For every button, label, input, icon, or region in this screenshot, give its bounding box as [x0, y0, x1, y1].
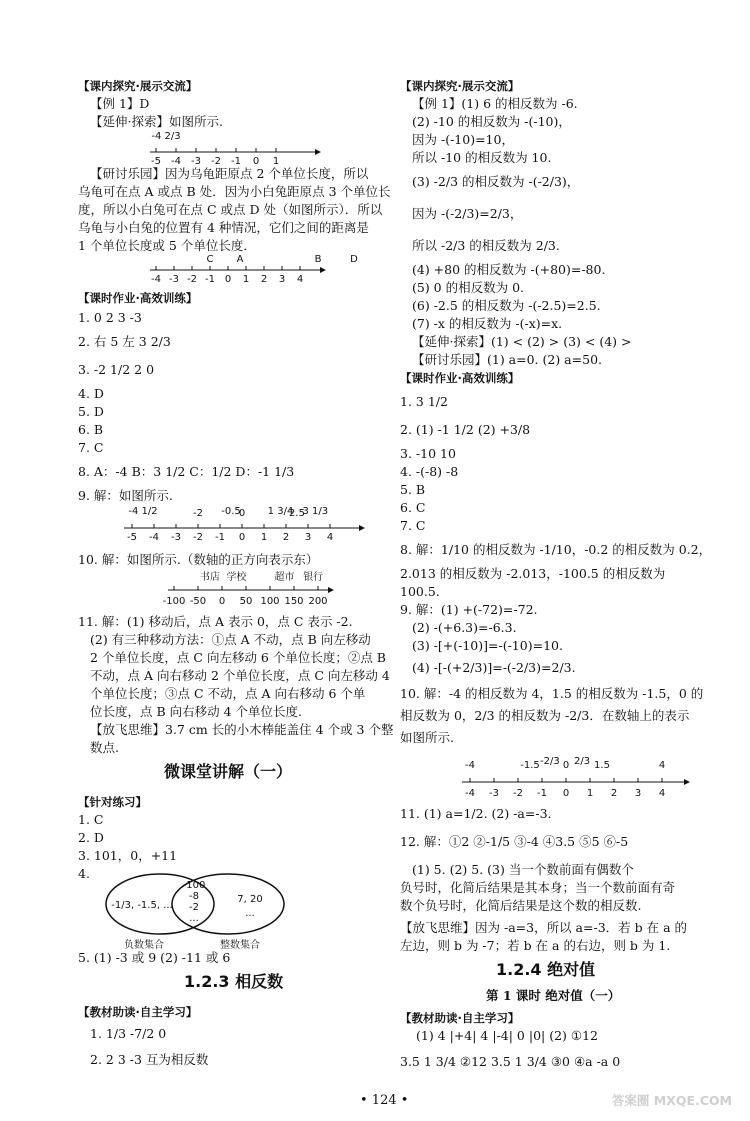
answer-line: 所以 -10 的相反数为 10.	[412, 150, 552, 165]
answer-line: 4.	[78, 866, 90, 881]
venn-right-item: 7, 20	[237, 894, 263, 905]
answer-line: 左边，则 b 为 -7；若 b 在 a 的右边，则 b 为 1.	[400, 938, 671, 953]
tick-label: 2	[282, 532, 290, 543]
answer-line: (3) -2/3 的相反数为 -(-2/3)，	[412, 174, 580, 189]
point-label: -4	[465, 760, 475, 771]
section-heading: 【课时作业·高效训练】	[78, 291, 198, 305]
venn-middle-item: ...	[189, 913, 199, 924]
answer-line: 【例 1】(1) 6 的相反数为 -6.	[412, 96, 578, 111]
answer-line: (6) -2.5 的相反数为 -(-2.5)=2.5.	[412, 298, 601, 313]
answer-line: 负号时，化简后结果是其本身；当一个数前面有奇	[400, 880, 676, 895]
section-heading: 【课内探究·展示交流】	[400, 79, 520, 93]
page-number: • 124 •	[360, 1093, 409, 1108]
answer-line: (2) 有三种移动方法：①点 A 不动，点 B 向左移动	[90, 632, 371, 647]
answer-line: (2) -(+6.3)=-6.3.	[412, 620, 517, 635]
tick-label: -3	[191, 156, 201, 167]
point-label: 0	[238, 508, 246, 519]
point-label: 0	[562, 760, 570, 771]
answer-line: 3.5 1 3/4 ②12 3.5 1 3/4 ③0 ④a -a 0	[400, 1054, 621, 1069]
answer-line: 2. D	[78, 830, 104, 845]
place-label: 银行	[303, 572, 324, 583]
answer-line: (1) 5. (2) 5. (3) 当一个数前面有偶数个	[412, 862, 634, 877]
section-heading: 【教材助读·自主学习】	[78, 1005, 198, 1019]
tick-label: 200	[308, 596, 328, 607]
answer-line: 7. C	[400, 518, 426, 533]
answer-line: (5) 0 的相反数为 0.	[412, 280, 525, 295]
answer-line: 100.5.	[400, 584, 440, 599]
section-title: 1.2.3 相反数	[184, 972, 284, 991]
tick-label: 0	[252, 156, 260, 167]
tick-label: 2	[260, 274, 268, 285]
answer-line: 11. (1) a=1/2. (2) -a=-3.	[400, 806, 552, 821]
answer-line: (1) 4 |+4| 4 |-4| 0 |0| (2) ①12	[416, 1028, 598, 1043]
tick-label: -5	[151, 156, 161, 167]
point-label: 4	[658, 760, 666, 771]
answer-line: 8. A：-4 B：3 1/2 C：1/2 D：-1 1/3	[78, 464, 295, 479]
section-heading: 【教材助读·自主学习】	[400, 1011, 520, 1025]
lesson-title: 第 1 课时 绝对值（一）	[486, 988, 621, 1003]
answer-line: (2) -10 的相反数为 -(-10)，	[412, 114, 571, 129]
answer-line: 位长度，点 B 向右移动 4 个单位长度.	[90, 704, 303, 719]
answer-line: 相反数为 0，2/3 的相反数为 -2/3．在数轴上的表示	[400, 708, 690, 723]
answer-line: 个单位长度；③点 C 不动，点 A 向右移动 6 个单	[90, 686, 366, 701]
point-label: 3 1/3	[302, 506, 329, 517]
answer-line: 【放飞思维】3.7 cm 长的小木棒能盖住 4 个或 3 个整	[90, 722, 394, 737]
number-line-3	[124, 504, 369, 544]
tick-label: 0	[238, 532, 246, 543]
answer-line: 因为 -(-2/3)=2/3，	[412, 206, 523, 221]
tick-label: 4	[658, 788, 666, 799]
venn-right-item: ...	[245, 908, 255, 919]
tick-label: -2	[513, 788, 523, 799]
section-title: 1.2.4 绝对值	[496, 960, 596, 979]
section-heading: 【课时作业·高效训练】	[400, 371, 520, 385]
number-line-4	[162, 568, 338, 610]
tick-label: 0	[218, 596, 226, 607]
number-line-1	[150, 130, 320, 168]
point-label: 2.5	[289, 508, 305, 519]
answer-line: 因为 -(-10)=10，	[412, 132, 514, 147]
answer-line: 7. C	[78, 440, 104, 455]
tick-label: -2	[193, 532, 203, 543]
tick-label: 3	[278, 274, 286, 285]
place-label: 书店	[200, 572, 220, 583]
answer-line: 8. 解：1/10 的相反数为 -1/10，-0.2 的相反数为 0.2，	[400, 542, 712, 557]
answer-line: (4) +80 的相反数为 -(+80)=-80.	[412, 262, 606, 277]
tick-label: 4	[326, 532, 334, 543]
answer-line: 【研讨乐园】(1) a=0. (2) a=50.	[412, 352, 602, 367]
answer-line: 6. B	[78, 422, 104, 437]
point-label: -4 1/2	[128, 506, 158, 517]
tick-label: -1	[231, 156, 241, 167]
point-label: -1.5	[520, 760, 540, 771]
tick-label: 150	[284, 596, 304, 607]
tick-label: 1	[586, 788, 594, 799]
answer-line: 10. 解：如图所示.（数轴的正方向表示东）	[78, 552, 319, 567]
answer-line: 数个负号时，化简后结果是这个数的相反数.	[400, 898, 642, 913]
point-letter: B	[314, 254, 322, 265]
answer-line: 4. -(-8) -8	[400, 464, 459, 479]
point-label: 2/3	[574, 756, 591, 767]
answer-line: 1. 0 2 3 -3	[78, 310, 142, 325]
answer-line: 度，所以小白兔可在点 C 或点 D 处（如图所示）．所以	[78, 202, 383, 217]
answer-line: 【研讨乐园】因为乌龟距原点 2 个单位长度，所以	[90, 166, 369, 181]
answer-line: 如图所示.	[400, 730, 454, 745]
section-heading: 【课内探究·展示交流】	[78, 79, 198, 93]
tick-label: -100	[162, 596, 186, 607]
tick-label: -5	[127, 532, 137, 543]
tick-label: -1	[205, 274, 215, 285]
answer-line: 2. (1) -1 1/2 (2) +3/8	[400, 422, 531, 437]
answer-line: 5. B	[400, 482, 426, 497]
answer-line: 1. 1/3 -7/2 0	[90, 1026, 167, 1041]
answer-line: 2. 右 5 左 3 2/3	[78, 334, 171, 349]
answer-line: 1. 3 1/2	[400, 394, 448, 409]
answer-line: 6. C	[400, 500, 426, 515]
venn-right-label: 整数集合	[220, 940, 260, 951]
answer-line: 3. -10 10	[400, 446, 456, 461]
tick-label: 50	[239, 596, 253, 607]
point-label: -0.5	[221, 506, 241, 517]
tick-label: -2	[211, 156, 221, 167]
watermark: 答案圈 MXQE.COM	[611, 1093, 732, 1108]
tick-label: -50	[189, 596, 207, 607]
tick-label: 2	[610, 788, 618, 799]
venn-left-content: -1/3, -1.5, ...	[111, 900, 173, 911]
tick-label: 3	[304, 532, 312, 543]
answer-line: 3. -2 1/2 2 0	[78, 362, 155, 377]
tick-label: -3	[489, 788, 499, 799]
answer-line: 3. 101，0，+11	[78, 848, 178, 863]
answer-line: 【延伸·探索】(1) < (2) > (3) < (4) >	[412, 334, 632, 349]
venn-middle-item: -2	[189, 902, 199, 913]
answer-line: 不动，点 A 向右移动 2 个单位长度，点 C 向左移动 4	[90, 668, 390, 683]
answer-line: 【延伸·探索】如图所示.	[90, 114, 223, 129]
answer-line: (7) -x 的相反数为 -(-x)=x.	[412, 316, 563, 331]
tick-label: 0	[562, 788, 570, 799]
section-title: 微课堂讲解（一）	[164, 762, 293, 781]
tick-label: -4	[149, 532, 159, 543]
tick-label: -4	[171, 156, 181, 167]
point-label: -2/3	[540, 756, 560, 767]
answer-line: 2 个单位长度，点 C 向左移动 6 个单位长度；②点 B	[90, 650, 386, 665]
place-label: 超市	[274, 572, 295, 583]
number-line-5	[462, 754, 692, 800]
place-label: 学校	[226, 572, 247, 583]
answer-line: 1. C	[78, 812, 104, 827]
answer-line: (4) -[-(+2/3)]=-(-2/3)=2/3.	[412, 660, 576, 675]
answer-line: 5. (1) -3 或 9 (2) -11 或 6	[78, 950, 231, 965]
section-heading: 【针对练习】	[78, 795, 147, 809]
answer-line: 9. 解：(1) +(-72)=-72.	[400, 602, 538, 617]
answer-line: 4. D	[78, 386, 104, 401]
point-label: 1.5	[594, 760, 610, 771]
answer-line: 乌龟可在点 A 或点 B 处．因为小白兔距原点 3 个单位长	[78, 184, 391, 199]
tick-label: 100	[260, 596, 280, 607]
venn-left-label: 负数集合	[124, 940, 164, 951]
answer-line: 乌龟与小白兔的位置有 4 种情况，它们之间的距离是	[78, 220, 369, 235]
tick-label: -3	[169, 274, 179, 285]
answer-line: 【例 1】D	[90, 96, 150, 111]
tick-label: 0	[224, 274, 232, 285]
answer-line: 2.013 的相反数为 -2.013，-100.5 的相反数为	[400, 566, 666, 581]
tick-label: 4	[296, 274, 304, 285]
tick-label: -1	[537, 788, 547, 799]
point-letter: D	[350, 254, 358, 265]
tick-label: 1	[242, 274, 250, 285]
answer-line: 所以 -2/3 的相反数为 2/3.	[412, 238, 560, 253]
point-label: -4 2/3	[151, 131, 181, 142]
answer-line: (3) -[+(-10)]=-(-10)=10.	[412, 638, 563, 653]
tick-label: -4	[465, 788, 475, 799]
tick-label: 1	[260, 532, 268, 543]
point-label: 1 3/4	[267, 506, 294, 517]
venn-middle-item: -100	[182, 880, 206, 891]
answer-line: 9. 解：如图所示.	[78, 488, 173, 503]
answer-line: 10. 解：-4 的相反数为 4，1.5 的相反数为 -1.5，0 的	[400, 686, 704, 701]
tick-label: -2	[187, 274, 197, 285]
number-line-2	[150, 254, 358, 288]
answer-line: 11. 解：(1) 移动后，点 A 表示 0，点 C 表示 -2.	[78, 614, 353, 629]
point-letter: C	[206, 254, 214, 265]
tick-label: -4	[151, 274, 161, 285]
answer-line: 5. D	[78, 404, 104, 419]
answer-line: 【放飞思维】因为 -a=3，所以 a=-3．若 b 在 a 的	[400, 920, 688, 935]
tick-label: 1	[272, 156, 280, 167]
answer-line: 1 个单位长度或 5 个单位长度．	[78, 238, 256, 253]
answer-line: 数点.	[90, 740, 119, 755]
point-label: -2	[193, 508, 203, 519]
tick-label: -1	[215, 532, 225, 543]
point-letter: A	[236, 254, 244, 265]
answer-line: 12. 解：①2 ②-1/5 ③-4 ④3.5 ⑤5 ⑥-5	[400, 834, 629, 849]
answer-line: 2. 2 3 -3 互为相反数	[90, 1052, 209, 1067]
venn-middle-item: -8	[189, 891, 199, 902]
tick-label: -3	[171, 532, 181, 543]
tick-label: 3	[634, 788, 642, 799]
venn-diagram	[100, 866, 290, 951]
